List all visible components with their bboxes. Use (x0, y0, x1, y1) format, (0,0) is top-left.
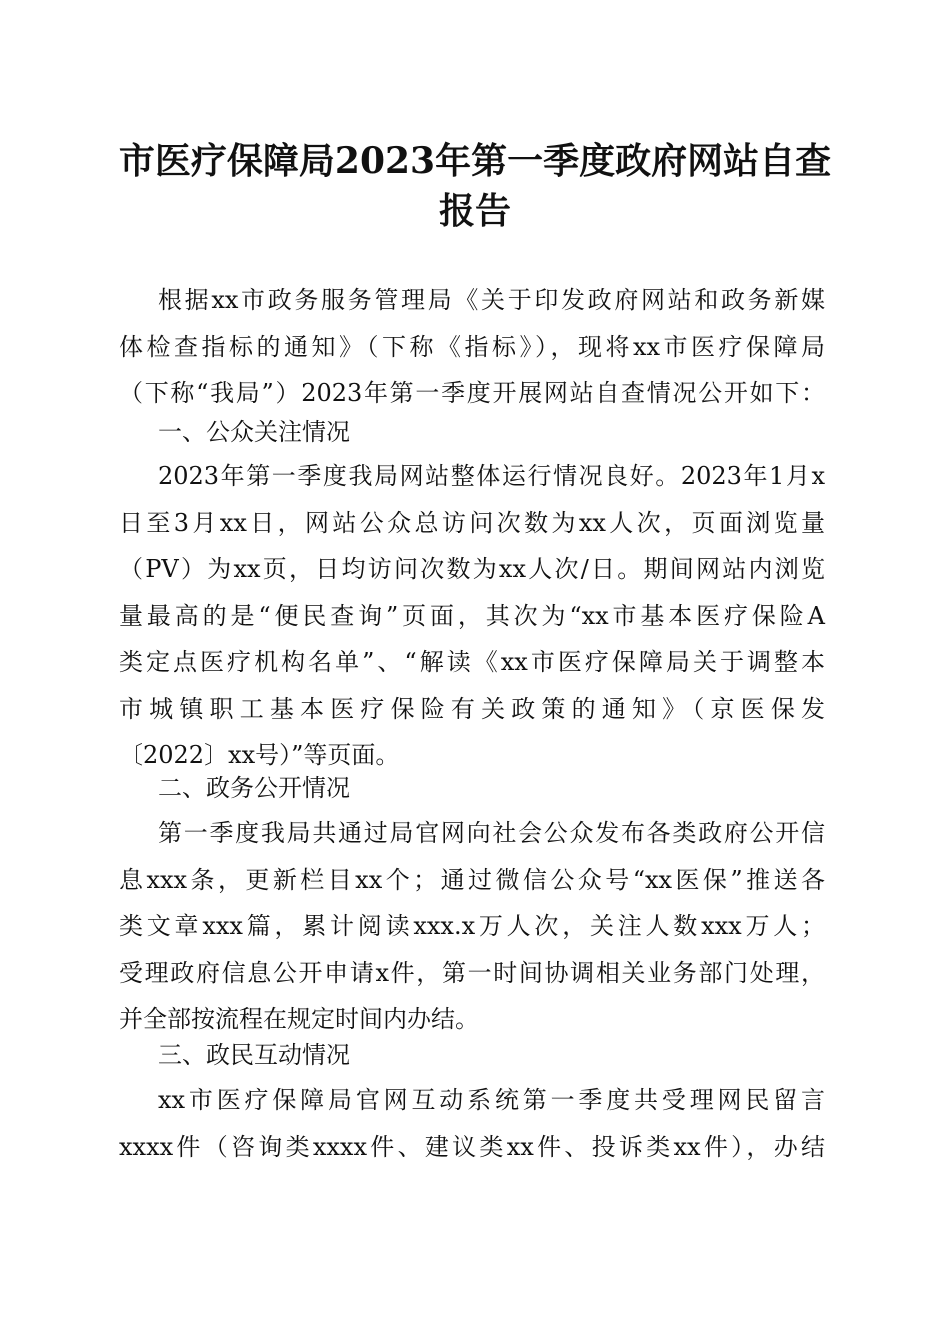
paragraph-line: 日至3月xx日，网站公众总访问次数为xx人次，页面浏览量 (119, 508, 825, 537)
title-line: 市医疗保障局2023年第一季度政府网站自查 (118, 140, 832, 182)
section-paragraph-citizen-interaction (119, 1077, 825, 1170)
paragraph-line: 第一季度我局共通过局官网向社会公众发布各类政府公开信 (158, 819, 825, 847)
paragraph-line: （PV）为xx页，日均访问次数为xx人次/日。期间网站内浏览 (119, 555, 825, 583)
paragraph-line: 市城镇职工基本医疗保险有关政策的通知》（京医保发 (119, 694, 825, 723)
paragraph-line: xxxx件（咨询类xxxx件、建议类xx件、投诉类xx件），办结 (119, 1132, 825, 1161)
intro-paragraph (119, 277, 825, 417)
section-heading-government-disclosure: 二、政务公开情况 (158, 774, 350, 802)
paragraph-line: 并全部按流程在规定时间内办结。 (119, 1005, 479, 1033)
section-paragraph-government-disclosure (119, 810, 825, 1043)
section-heading-citizen-interaction: 三、政民互动情况 (158, 1041, 350, 1069)
paragraph-line: 类文章xxx篇，累计阅读xxx.x万人次，关注人数xxx万人； (119, 912, 825, 940)
paragraph-line: 体检查指标的通知》（下称《指标》），现将xx市医疗保障局 (119, 332, 825, 361)
paragraph-line: 息xxx条，更新栏目xx个；通过微信公众号“xx医保”推送各 (119, 865, 825, 894)
paragraph-line: （下称“我局”）2023年第一季度开展网站自查情况公开如下： (119, 379, 825, 407)
document-title (110, 136, 840, 236)
paragraph-line: 根据xx市政务服务管理局《关于印发政府网站和政务新媒 (158, 286, 825, 314)
paragraph-line: 受理政府信息公开申请x件，第一时间协调相关业务部门处理， (119, 958, 825, 987)
paragraph-line: 2023年第一季度我局网站整体运行情况良好。2023年1月x (158, 462, 825, 490)
paragraph-line: 量最高的是“便民查询”页面，其次为“xx市基本医疗保险A (119, 601, 825, 630)
paragraph-line: 类定点医疗机构名单”、“解读《xx市医疗保障局关于调整本 (119, 648, 825, 676)
paragraph-line: 〔2022〕xx号）”等页面。 (119, 741, 400, 769)
paragraph-line: xx市医疗保障局官网互动系统第一季度共受理网民留言 (158, 1086, 825, 1114)
title-line: 报告 (438, 190, 511, 232)
section-paragraph-public-attention (119, 453, 825, 779)
section-heading-public-attention: 一、公众关注情况 (158, 418, 350, 446)
